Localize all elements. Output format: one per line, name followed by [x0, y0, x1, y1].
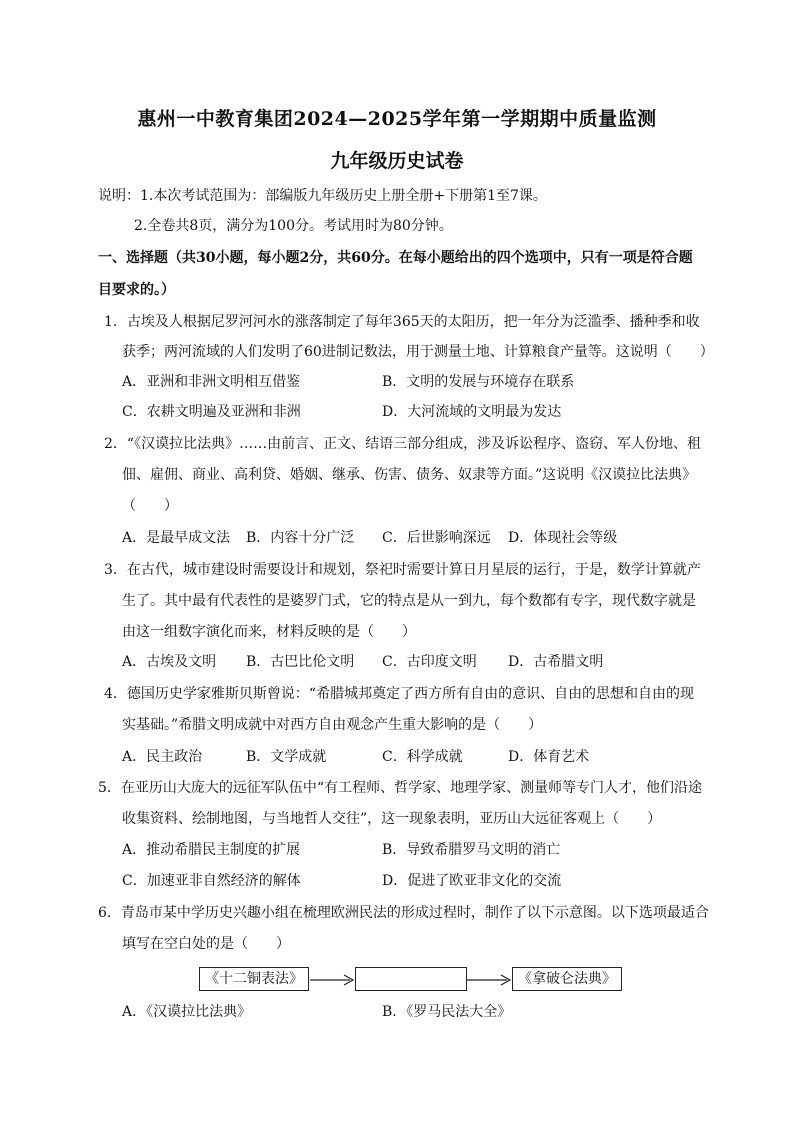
section-heading-line-1: 一、选择题（共30小题，每小题2分，共60分。在每小题给出的四个选项中，只有一项是符合题	[98, 250, 693, 266]
diagram-arrow-1	[310, 972, 356, 988]
question-2-option-a[interactable]: A．是最早成文法	[122, 530, 231, 546]
question-3-option-d[interactable]: D．古希腊文明	[508, 654, 604, 670]
question-3-line-1: 3．在古代，城市建设时需要设计和规划，祭祀时需要计算日月星辰的运行，于是，数学计算就产	[104, 562, 701, 578]
question-3-option-a[interactable]: A．古埃及文明	[122, 654, 217, 670]
question-3-option-b[interactable]: B．古巴比伦文明	[246, 654, 355, 670]
question-5-line-2: 收集资料、绘制地图，与当地哲人交往”，这一现象表明，亚历山大远征客观上（ ）	[122, 811, 662, 827]
question-1-line-2: 获季；两河流域的人们发明了60进制记数法，用于测量土地、计算粮食产量等。这说明（ ）	[122, 344, 714, 360]
question-5-option-b[interactable]: B．导致希腊罗马文明的消亡	[382, 842, 561, 858]
question-5-line-1: 5．在亚历山大庞大的远征军队伍中“有工程师、哲学家、地理学家、测量师等专门人才，他们沿途	[98, 780, 703, 796]
question-1-line-1: 1．古埃及人根据尼罗河河水的涨落制定了每年365天的太阳历，把一年分为泛滥季、播种季和收	[104, 314, 700, 330]
question-2-line-2: 佃、雇佣、商业、高利贷、婚姻、继承、伤害、债务、奴隶等方面。”这说明《汉谟拉比法典》	[122, 467, 697, 483]
question-1-option-a[interactable]: A．亚洲和非洲文明相互借鉴	[122, 374, 301, 390]
question-4-option-d[interactable]: D．体育艺术	[508, 749, 590, 765]
question-4-line-1: 4．德国历史学家雅斯贝斯曾说：“希腊城邦奠定了西方所有自由的意识、自由的思想和自由的现	[104, 686, 695, 702]
question-2-line-3: （ ）	[122, 498, 178, 514]
question-4-option-a[interactable]: A．民主政治	[122, 749, 203, 765]
section-heading-line-2: 目要求的。）	[98, 282, 175, 298]
question-5-option-c[interactable]: C．加速亚非自然经济的解体	[122, 873, 301, 889]
question-5-option-d[interactable]: D．促进了欧亚非文化的交流	[382, 873, 562, 889]
exam-subtitle: 九年级历史试卷	[330, 150, 464, 172]
diagram-box-napoleonic-code: 《拿破仑法典》	[512, 967, 622, 991]
question-3-option-c[interactable]: C．古印度文明	[382, 654, 477, 670]
diagram-box-blank	[355, 967, 467, 991]
question-5-option-a[interactable]: A．推动希腊民主制度的扩展	[122, 842, 301, 858]
question-1-option-d[interactable]: D．大河流域的文明最为发达	[382, 404, 562, 420]
question-6-option-b[interactable]: B．《罗马民法大全》	[382, 1004, 512, 1020]
note-line-1: 说明：1.本次考试范围为：部编版九年级历史上册全册+下册第1至7课。	[98, 188, 547, 204]
question-4-option-c[interactable]: C．科学成就	[382, 749, 463, 765]
question-2-line-1: 2．“《汉谟拉比法典》……由前言、正文、结语三部分组成，涉及诉讼程序、盗窃、军人份地、租	[104, 436, 702, 452]
question-6-option-a[interactable]: A．《汉谟拉比法典》	[122, 1004, 252, 1020]
question-2-option-d[interactable]: D．体现社会等级	[508, 530, 618, 546]
question-6-line-2: 填写在空白处的是（ ）	[122, 936, 290, 952]
question-4-option-b[interactable]: B．文学成就	[246, 749, 327, 765]
exam-title: 惠州一中教育集团2024—2025学年第一学期期中质量监测	[137, 108, 657, 130]
question-4-line-2: 实基础。”希腊文明成就中对西方自由观念产生重大影响的是（ ）	[122, 717, 543, 733]
note-line-2: 2.全卷共8页，满分为100分。考试用时为80分钟。	[134, 218, 453, 234]
question-3-line-2: 生了。其中最有代表性的是婆罗门式，它的特点是从一到九，每个数都有专字，现代数字就是	[122, 593, 696, 609]
question-2-option-b[interactable]: B．内容十分广泛	[246, 530, 355, 546]
question-1-option-c[interactable]: C．农耕文明遍及亚洲和非洲	[122, 404, 301, 420]
diagram-arrow-2	[467, 972, 513, 988]
question-1-option-b[interactable]: B．文明的发展与环境存在联系	[382, 374, 575, 390]
question-2-option-c[interactable]: C．后世影响深远	[382, 530, 491, 546]
diagram-box-twelve-tables: 《十二铜表法》	[199, 967, 309, 991]
question-6-line-1: 6．青岛市某中学历史兴趣小组在梳理欧洲民法的形成过程时，制作了以下示意图。以下选项最适合	[98, 905, 709, 921]
question-3-line-3: 由这一组数字演化而来，材料反映的是（ ）	[122, 624, 416, 640]
